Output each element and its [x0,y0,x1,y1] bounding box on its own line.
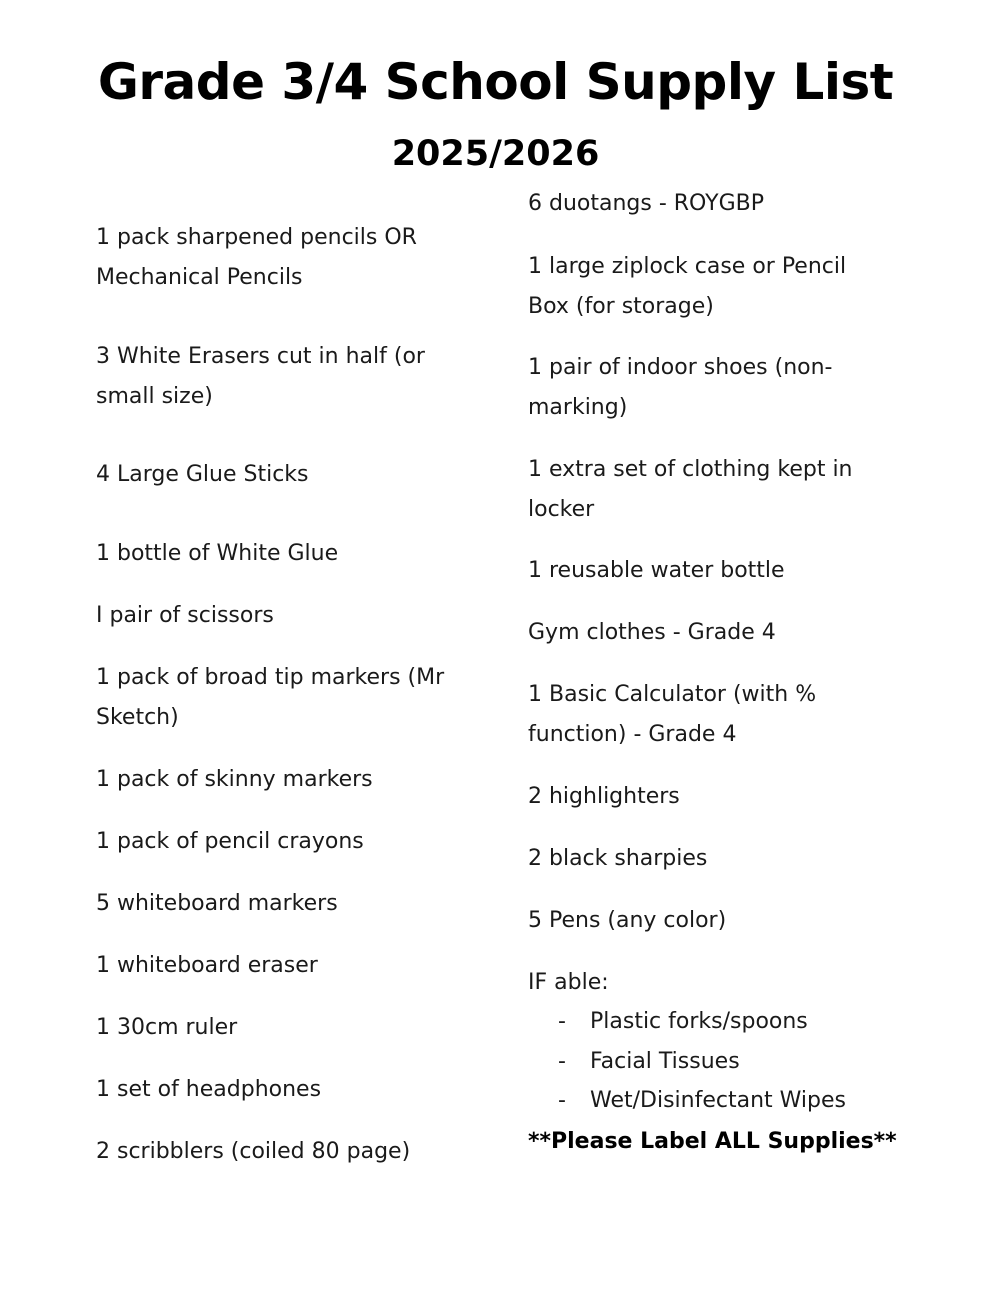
page-title: Grade 3/4 School Supply List [97,53,894,111]
dash-bullet: - [558,1088,566,1113]
list-item: 2 highlighters [528,784,680,809]
list-item: 1 set of headphones [96,1077,322,1102]
list-item: 1 30cm ruler [96,1015,238,1040]
list-item: 2 scribblers (coiled 80 page) [96,1139,411,1164]
list-item: 1 extra set of clothing kept in locker [528,457,853,522]
list-item: 5 whiteboard markers [96,891,338,916]
list-item: 1 Basic Calculator (with % function) - Grade 4 [528,682,817,747]
list-item: 1 pack sharpened pencils OR Mechanical Pencils [96,225,417,290]
list-item: 1 pack of skinny markers [96,767,373,792]
list-item: 5 Pens (any color) [528,908,727,933]
dash-bullet: - [558,1049,566,1074]
list-item: I pair of scissors [96,603,274,628]
if-able-item: Wet/Disinfectant Wipes [590,1088,846,1113]
list-item: 1 reusable water bottle [528,558,785,583]
if-able-item: Facial Tissues [590,1049,740,1074]
list-item: 1 pack of broad tip markers (Mr Sketch) [96,665,445,730]
list-item: 4 Large Glue Sticks [96,462,309,487]
list-item: 3 White Erasers cut in half (or small size) [96,344,425,409]
label-supplies-note: **Please Label ALL Supplies** [528,1129,897,1154]
if-able-heading: IF able: [528,970,609,995]
list-item: 6 duotangs - ROYGBP [528,191,765,216]
list-item: 1 bottle of White Glue [96,541,339,566]
list-item: 1 pack of pencil crayons [96,829,364,854]
list-item: 1 whiteboard eraser [96,953,318,978]
list-item: 1 large ziplock case or Pencil Box (for storage) [528,254,847,319]
list-item: 1 pair of indoor shoes (non-marking) [528,355,833,420]
if-able-item: Plastic forks/spoons [590,1009,808,1034]
dash-bullet: - [558,1009,566,1034]
list-item: Gym clothes - Grade 4 [528,620,776,645]
school-year: 2025/2026 [391,134,600,174]
list-item: 2 black sharpies [528,846,708,871]
